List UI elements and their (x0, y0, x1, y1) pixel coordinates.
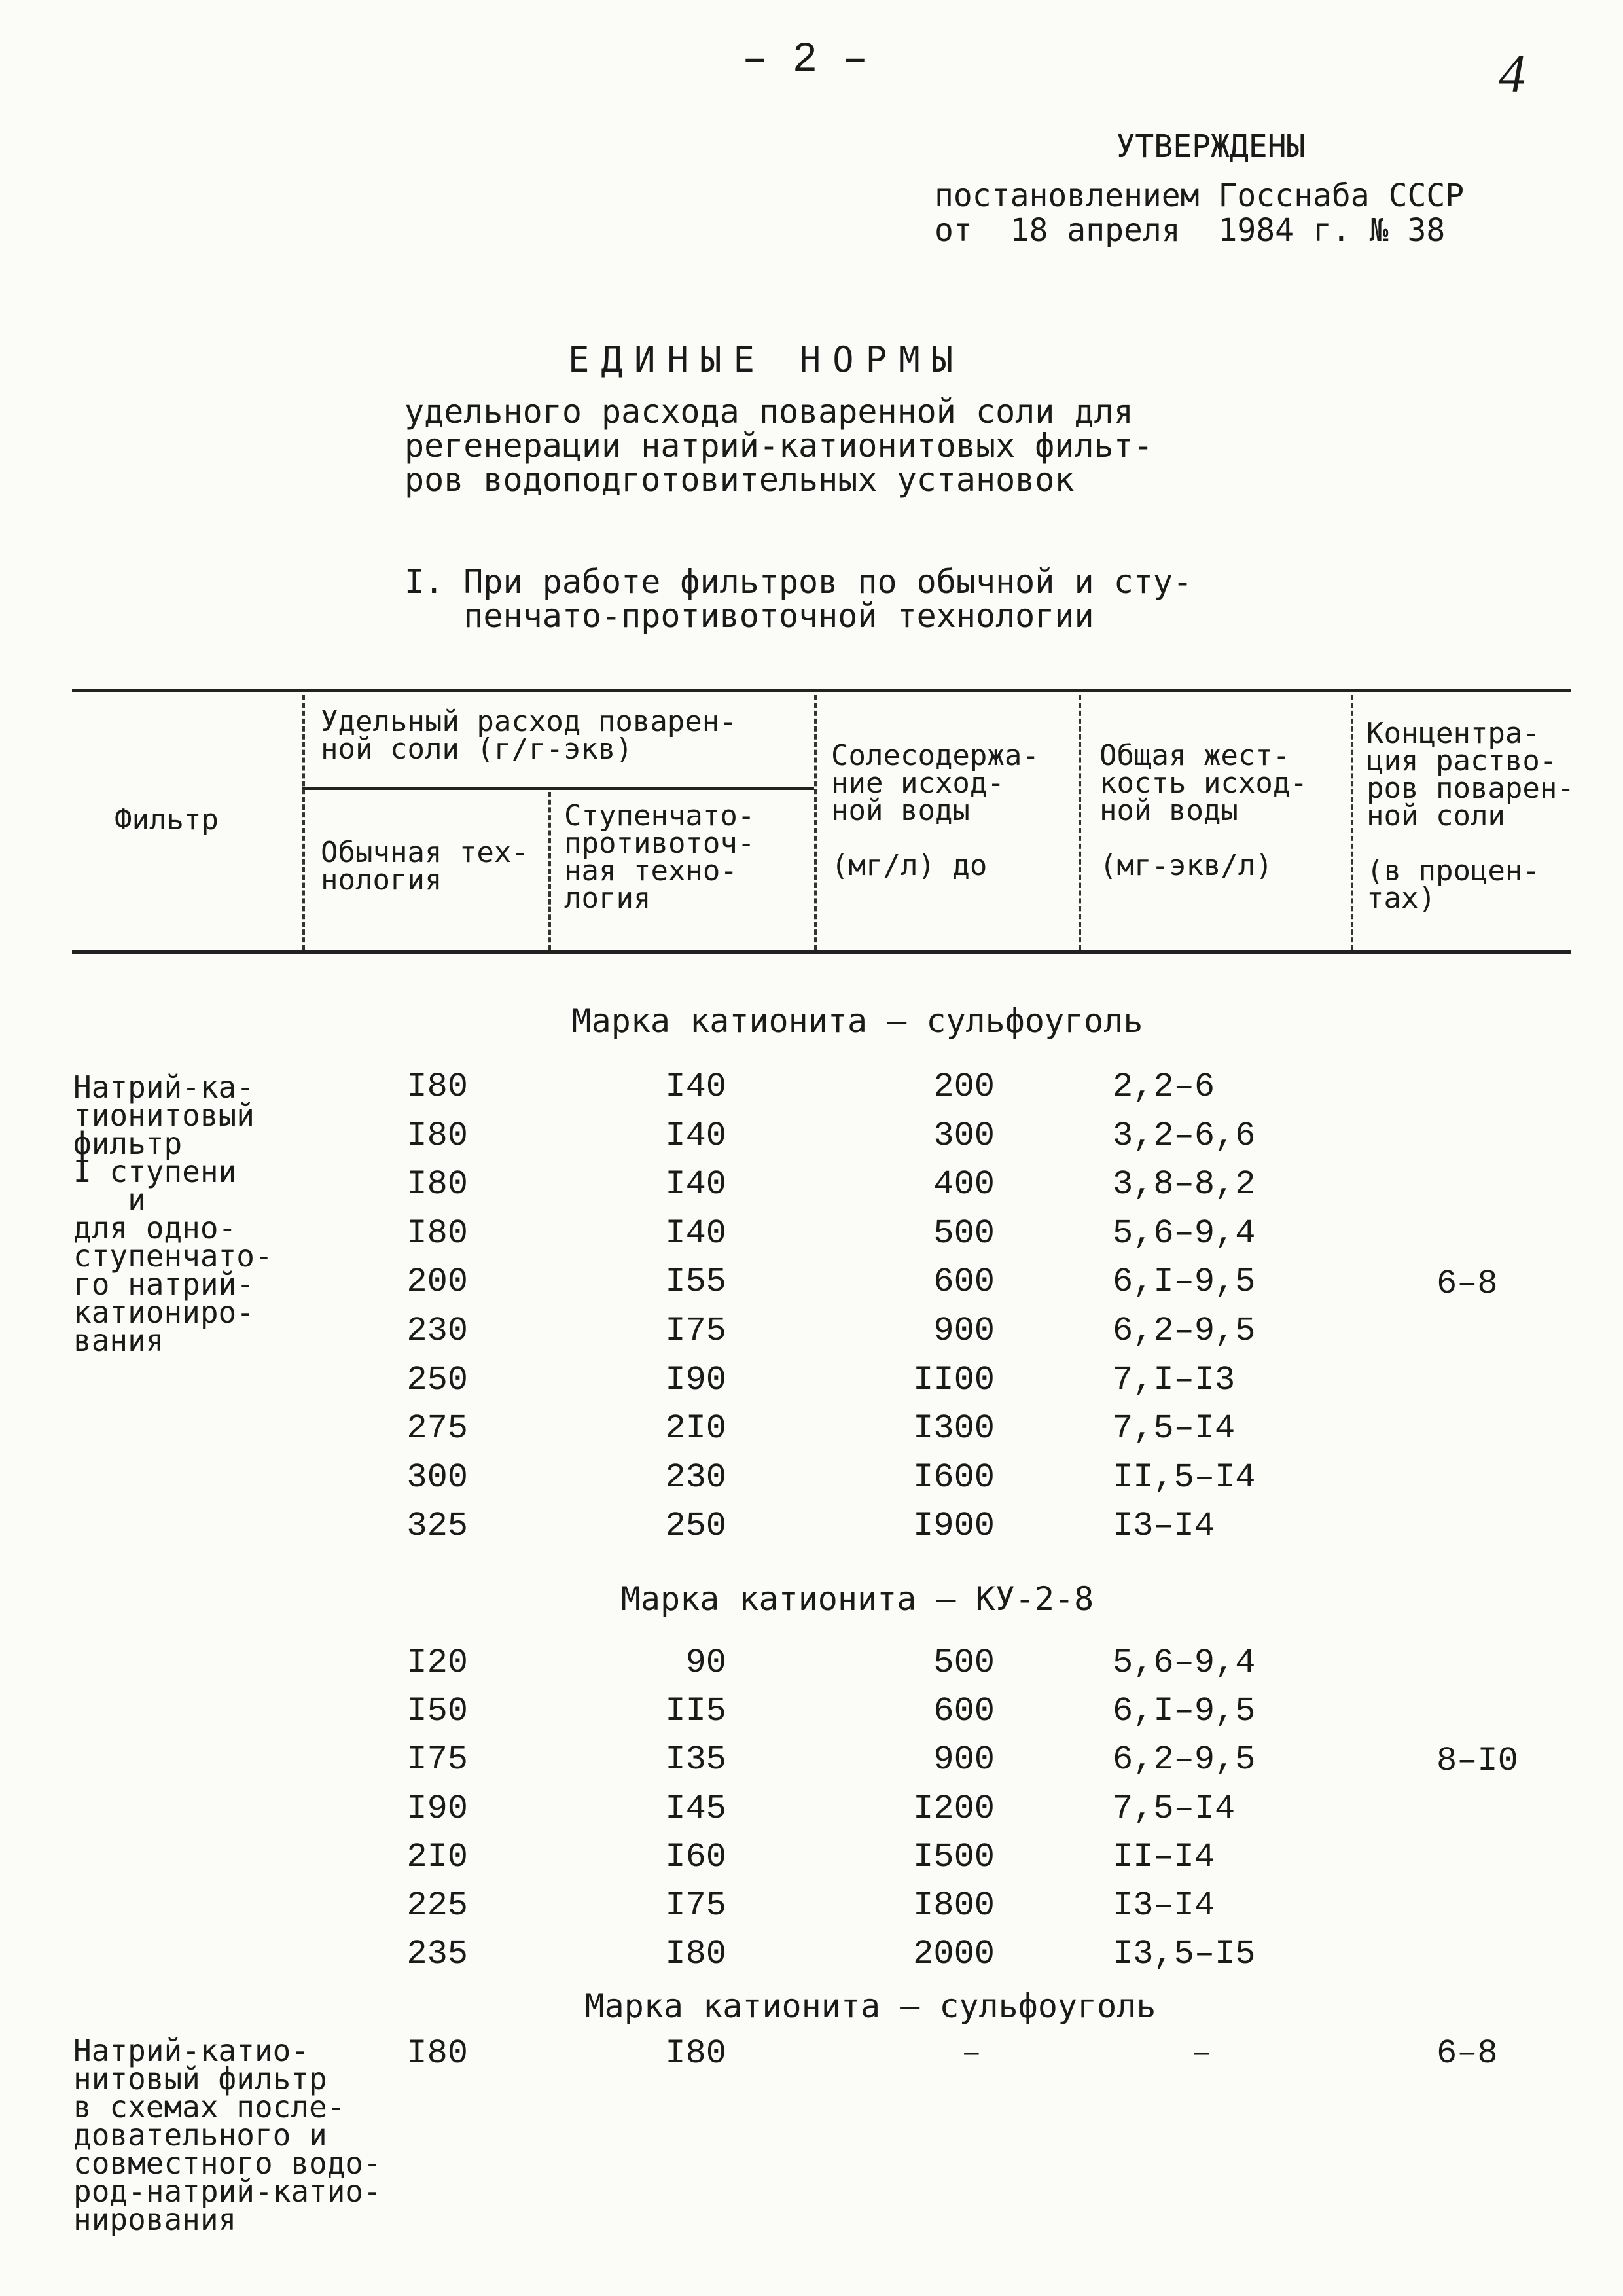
cell-salt-content: – (961, 2034, 982, 2073)
column-divider (302, 695, 305, 950)
cell-salt-content: I600 (913, 1458, 995, 1497)
cell-conventional: I80 (406, 2034, 468, 2073)
cell-salt-content: 600 (933, 1692, 995, 1731)
cell-salt-content: I900 (913, 1507, 995, 1546)
cell-salt-content: 200 (933, 1067, 995, 1106)
cell-salt-content: 900 (933, 1740, 995, 1780)
cell-conventional: 275 (406, 1409, 468, 1448)
cell-salt-content: I800 (913, 1886, 995, 1925)
cell-hardness: 6,2–9,5 (1113, 1740, 1256, 1780)
cell-stepped: I80 (665, 1935, 726, 1974)
cell-stepped: I40 (665, 1067, 726, 1106)
cation-brand-heading: Марка катионита – КУ-2-8 (620, 1580, 1094, 1618)
header-salt-content: Солесодержа- ние исход- ной воды (мг/л) до (831, 739, 1039, 882)
column-divider (1351, 695, 1353, 950)
cell-hardness: II,5–I4 (1113, 1458, 1256, 1497)
cell-conventional: I80 (406, 1067, 468, 1106)
header-conventional-technology: Обычная тех- нология (321, 836, 529, 897)
cell-conventional: I80 (406, 1165, 468, 1204)
filter-label: Натрий-катио- нитовый фильтр в схемах после- довательного и совместного водо- род-натрий-катио- нирования (73, 2033, 382, 2237)
cell-conventional: I75 (406, 1740, 468, 1780)
cell-hardness: 7,5–I4 (1113, 1789, 1236, 1828)
cell-stepped: I75 (665, 1886, 726, 1925)
column-divider (548, 792, 551, 950)
cell-conventional: 230 (406, 1312, 468, 1350)
cell-stepped: 90 (685, 1643, 726, 1682)
column-divider (1079, 695, 1081, 950)
cell-conventional: I80 (406, 1213, 468, 1253)
cell-salt-content: I500 (913, 1837, 995, 1876)
cell-conventional: 300 (406, 1458, 468, 1497)
cell-conventional: 225 (406, 1886, 468, 1925)
cell-hardness: 6,I–9,5 (1113, 1692, 1256, 1731)
cell-conventional: I50 (406, 1692, 468, 1731)
cell-stepped: I35 (665, 1740, 726, 1780)
header-filter: Фильтр (115, 803, 219, 836)
cell-stepped: I40 (665, 1165, 726, 1204)
cell-salt-content: I300 (913, 1409, 995, 1448)
cell-hardness: 3,8–8,2 (1113, 1165, 1256, 1204)
cell-salt-content: I200 (913, 1789, 995, 1828)
cell-stepped: II5 (665, 1692, 726, 1731)
cell-stepped: I60 (665, 1837, 726, 1876)
cell-hardness: 5,6–9,4 (1113, 1643, 1256, 1682)
cell-hardness: I3,5–I5 (1113, 1935, 1256, 1974)
subtitle-line-2: регенерации натрий-катионитовых фильт- (404, 427, 1153, 465)
cell-stepped: I40 (665, 1213, 726, 1253)
concentration-value: 6–8 (1436, 2034, 1498, 2073)
cell-hardness: 6,I–9,5 (1113, 1263, 1256, 1302)
cell-salt-content: 500 (933, 1213, 995, 1253)
cell-stepped: I40 (665, 1116, 726, 1155)
cell-stepped: 250 (665, 1507, 726, 1546)
filter-label: Натрий-ка- тионитовый фильтр I ступени и для одно- ступенчато- го натрий- катиониро- вания (73, 1069, 273, 1358)
cell-salt-content: 900 (933, 1312, 995, 1350)
cell-stepped: I75 (665, 1312, 726, 1350)
approval-line-1: постановлением Госснаба СССР (935, 177, 1465, 214)
cell-salt-content: 600 (933, 1263, 995, 1302)
cell-conventional: I90 (406, 1789, 468, 1828)
table-header-bottom-rule (72, 950, 1571, 954)
cell-hardness: 5,6–9,4 (1113, 1213, 1256, 1253)
cell-hardness: 2,2–6 (1113, 1067, 1215, 1106)
header-concentration: Концентра- ция раство- ров поварен- ной соли (в процен- тах) (1366, 717, 1575, 915)
cell-hardness: – (1191, 2034, 1212, 2073)
approval-word: УТВЕРЖДЕНЫ (1116, 128, 1306, 165)
concentration-value: 8–I0 (1436, 1742, 1518, 1780)
cell-conventional: 325 (406, 1507, 468, 1546)
cell-stepped: 230 (665, 1458, 726, 1497)
cell-stepped: I80 (665, 2034, 726, 2073)
cell-hardness: I3–I4 (1113, 1886, 1215, 1925)
section-heading-line-1: I. При работе фильтров по обычной и сту- (404, 563, 1193, 601)
subheader-rule (302, 787, 814, 790)
cell-salt-content: 2000 (913, 1935, 995, 1974)
concentration-value: 6–8 (1436, 1265, 1498, 1303)
cell-stepped: I90 (665, 1360, 726, 1399)
cell-stepped: 2I0 (665, 1409, 726, 1448)
cell-salt-content: II00 (913, 1360, 995, 1399)
cell-hardness: 7,I–I3 (1113, 1360, 1236, 1399)
approval-line-2: от 18 апреля 1984 г. № 38 (935, 212, 1446, 249)
cell-conventional: 235 (406, 1935, 468, 1974)
cell-conventional: I20 (406, 1643, 468, 1682)
cell-hardness: II–I4 (1113, 1837, 1215, 1876)
page-number: – 2 – (741, 37, 868, 84)
cell-conventional: 200 (406, 1263, 468, 1302)
header-total-hardness: Общая жест- кость исход- ной воды (мг-экв/л) (1099, 739, 1308, 882)
cell-salt-content: 300 (933, 1116, 995, 1155)
document-title: ЕДИНЫЕ НОРМЫ (568, 339, 965, 380)
cation-brand-heading: Марка катионита – сульфоуголь (571, 1002, 1143, 1040)
folio-number: 4 (1499, 44, 1525, 103)
subtitle-line-1: удельного расхода поваренной соли для (404, 393, 1133, 431)
cell-conventional: I80 (406, 1116, 468, 1155)
table-top-rule (72, 689, 1571, 692)
header-stepped-technology: Ступенчато- противоточ- ная техно- логия (564, 799, 755, 915)
cell-conventional: 2I0 (406, 1837, 468, 1876)
cell-conventional: 250 (406, 1360, 468, 1399)
cell-salt-content: 500 (933, 1643, 995, 1682)
cell-hardness: 7,5–I4 (1113, 1409, 1236, 1448)
cell-stepped: I55 (665, 1263, 726, 1302)
cell-stepped: I45 (665, 1789, 726, 1828)
cell-hardness: 3,2–6,6 (1113, 1116, 1256, 1155)
column-divider (814, 695, 817, 950)
cation-brand-heading: Марка катионита – сульфоуголь (584, 1987, 1156, 2025)
subtitle-line-3: ров водоподготовительных установок (404, 461, 1075, 499)
section-heading-line-2: пенчато-противоточной технологии (404, 597, 1094, 635)
header-specific-consumption: Удельный расход поварен- ной соли (г/г-экв) (321, 705, 737, 766)
cell-hardness: I3–I4 (1113, 1507, 1215, 1546)
cell-salt-content: 400 (933, 1165, 995, 1204)
cell-hardness: 6,2–9,5 (1113, 1312, 1256, 1350)
